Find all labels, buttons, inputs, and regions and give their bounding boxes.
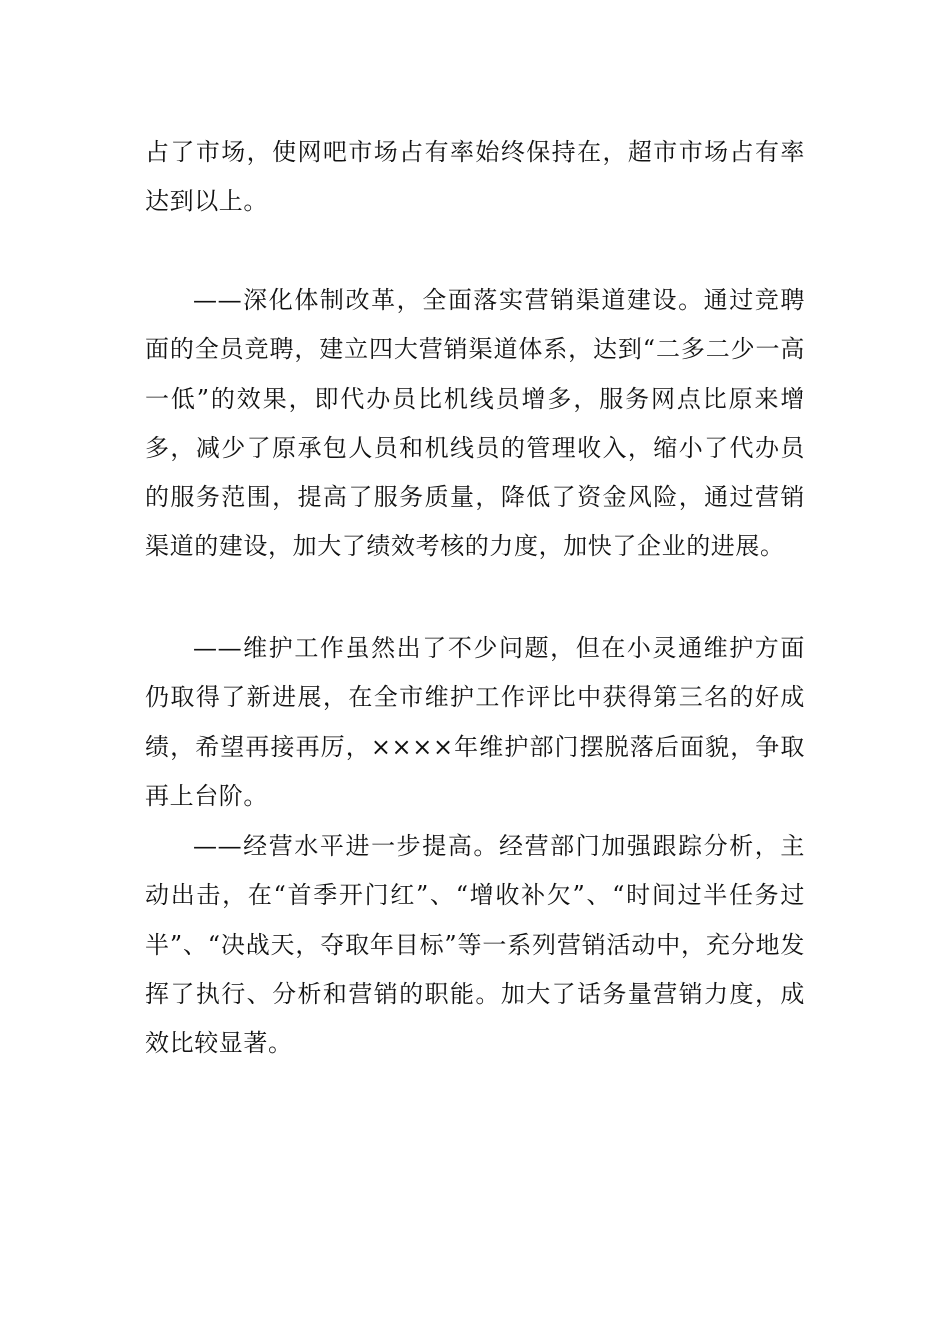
paragraph-channel-reform: ——深化体制改革，全面落实营销渠道建设。通过竞聘面的全员竞聘，建立四大营销渠道体系，达到“二多二少一高一低”的效果，即代办员比机线员增多，服务网点比原来增多，减少了原承包人员和机线员的管理收入，缩小了代办员的服务范围，提高了服务质量，降低了资金风险，通过营销渠道的建设，加大了绩效考核的力度，加快了企业的进展。 [145,286,805,561]
paragraph-maintenance: ——维护工作虽然出了不少问题，但在小灵通维护方面仍取得了新进展，在全市维护工作评比中获得第三名的好成绩，希望再接再厉，××××年维护部门摆脱落后面貌，争取再上台阶。 [145,634,805,810]
paragraph-continuation: 占了市场，使网吧市场占有率始终保持在，超市市场占有率达到以上。 [145,138,805,216]
paragraph-operations: ——经营水平进一步提高。经营部门加强跟踪分析，主动出击，在“首季开门红”、“增收补欠”、“时间过半任务过半”、“决战天，夺取年目标”等一系列营销活动中，充分地发挥了执行、分析和营销的职能。加大了话务量营销力度，成效比较显著。 [145,832,805,1058]
